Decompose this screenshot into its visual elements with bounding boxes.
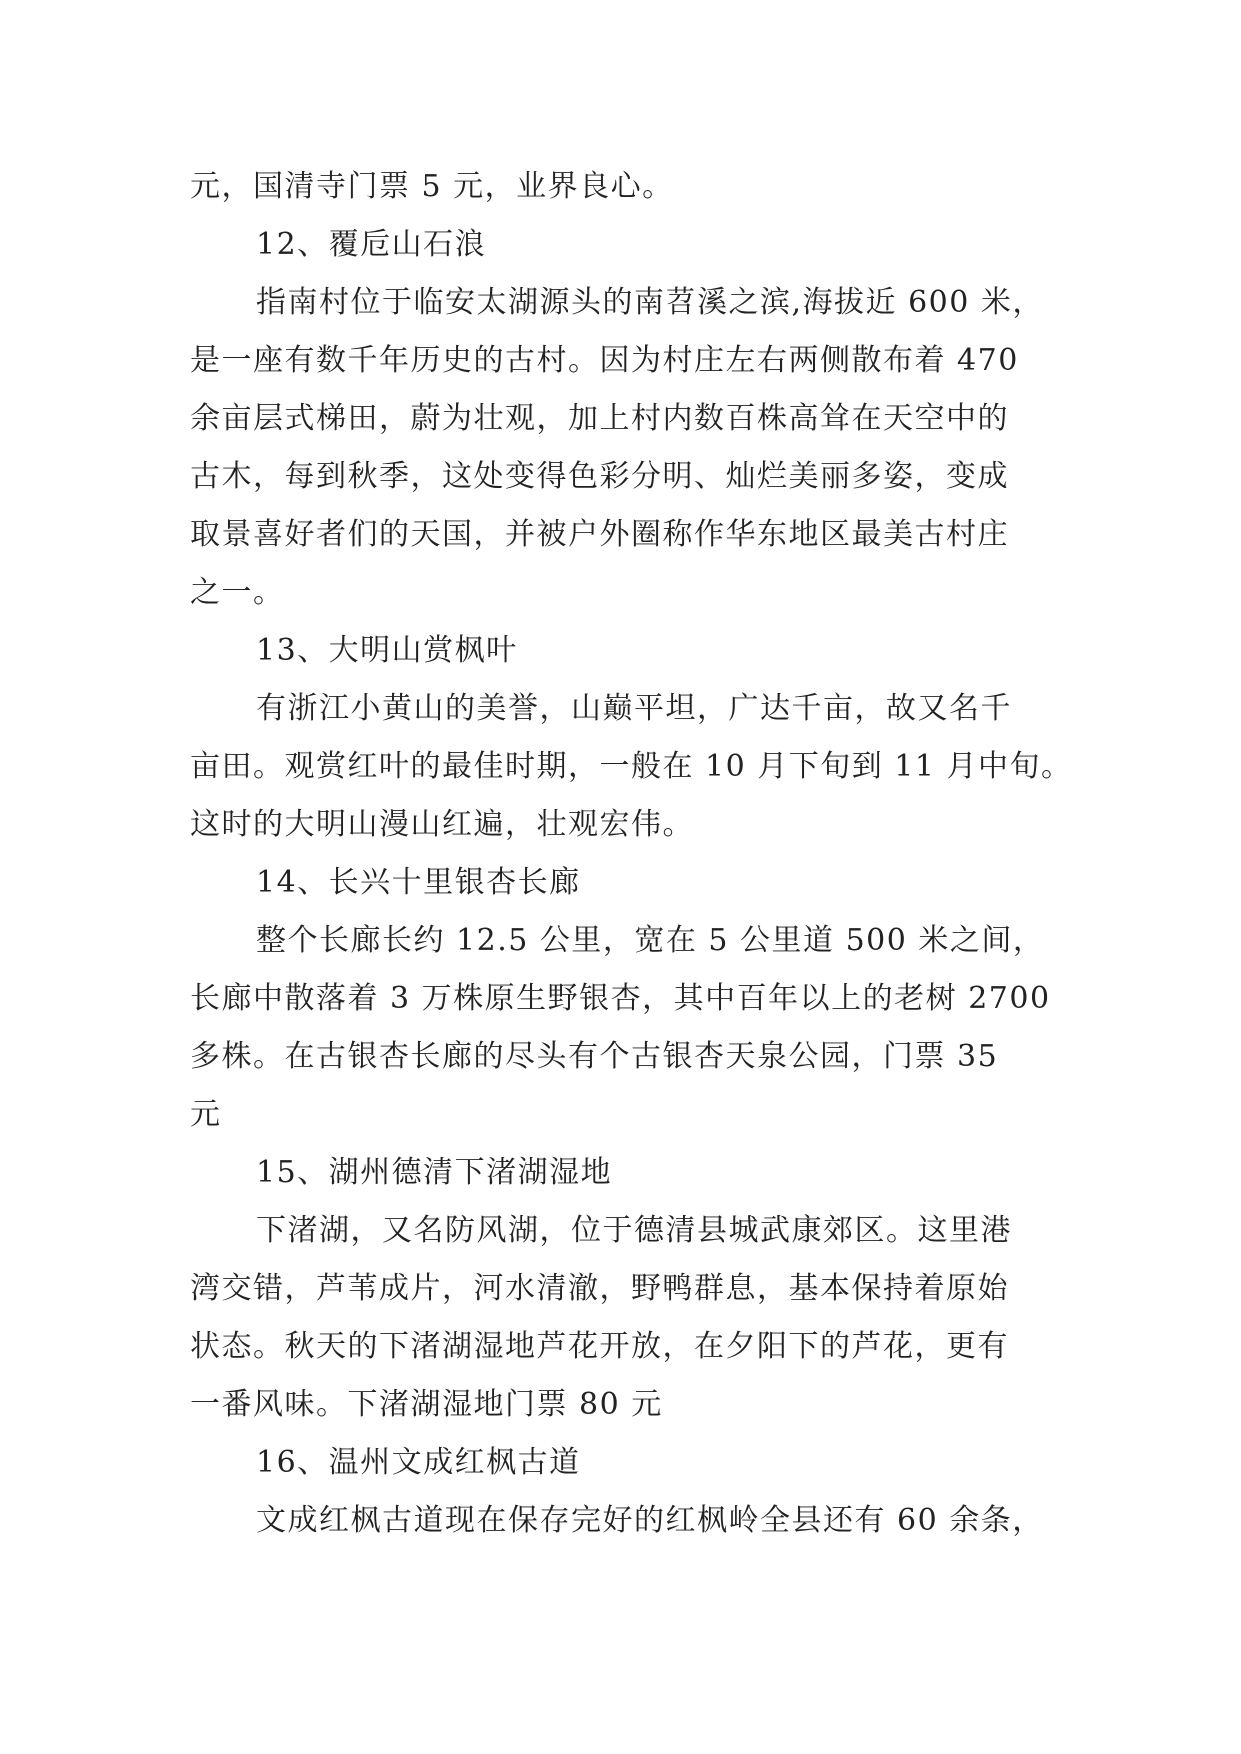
text-line: 余亩层式梯田，蔚为壮观，加上村内数百株高耸在天空中的: [190, 401, 1009, 436]
text-line: 长廊中散落着 3 万株原生野银杏，其中百年以上的老树 2700: [190, 981, 1051, 1016]
section-heading: 12、覆卮山石浪: [256, 227, 487, 262]
section-heading: 15、湖州德清下渚湖湿地: [256, 1155, 613, 1190]
section-heading: 13、大明山赏枫叶: [256, 633, 518, 668]
text-line: 一番风味。下渚湖湿地门票 80 元: [190, 1387, 663, 1422]
text-line: 下渚湖，又名防风湖，位于德清县城武康郊区。这里港: [256, 1213, 1012, 1248]
text-line: 是一座有数千年历史的古村。因为村庄左右两侧散布着 470: [190, 343, 1019, 378]
text-line: 指南村位于临安太湖源头的南苕溪之滨,海拔近 600 米，: [256, 285, 1044, 320]
text-line: 元，国清寺门票 5 元，业界良心。: [190, 169, 674, 204]
text-line: 状态。秋天的下渚湖湿地芦花开放，在夕阳下的芦花，更有: [190, 1329, 1009, 1364]
text-line: 元: [190, 1097, 222, 1132]
section-heading: 16、温州文成红枫古道: [256, 1445, 581, 1480]
text-line: 湾交错，芦苇成片，河水清澈，野鸭群息，基本保持着原始: [190, 1271, 1009, 1306]
text-line: 整个长廊长约 12.5 公里，宽在 5 公里道 500 米之间，: [256, 923, 1045, 958]
text-line: 多株。在古银杏长廊的尽头有个古银杏天泉公园，门票 35: [190, 1039, 999, 1074]
text-line: 古木，每到秋季，这处变得色彩分明、灿烂美丽多姿，变成: [190, 459, 1009, 494]
document-body: [190, 158, 1073, 1550]
text-line: 有浙江小黄山的美誉，山巅平坦，广达千亩，故又名千: [256, 691, 1012, 726]
text-line: 之一。: [190, 575, 285, 610]
text-line: 文成红枫古道现在保存完好的红枫岭全县还有 60 余条，: [256, 1503, 1044, 1538]
text-line: 亩田。观赏红叶的最佳时期，一般在 10 月下旬到 11 月中旬。: [190, 749, 1073, 784]
text-line: 取景喜好者们的天国，并被户外圈称作华东地区最美古村庄: [190, 517, 1009, 552]
section-heading: 14、长兴十里银杏长廊: [256, 865, 581, 900]
text-line: 这时的大明山漫山红遍，壮观宏伟。: [190, 807, 694, 842]
